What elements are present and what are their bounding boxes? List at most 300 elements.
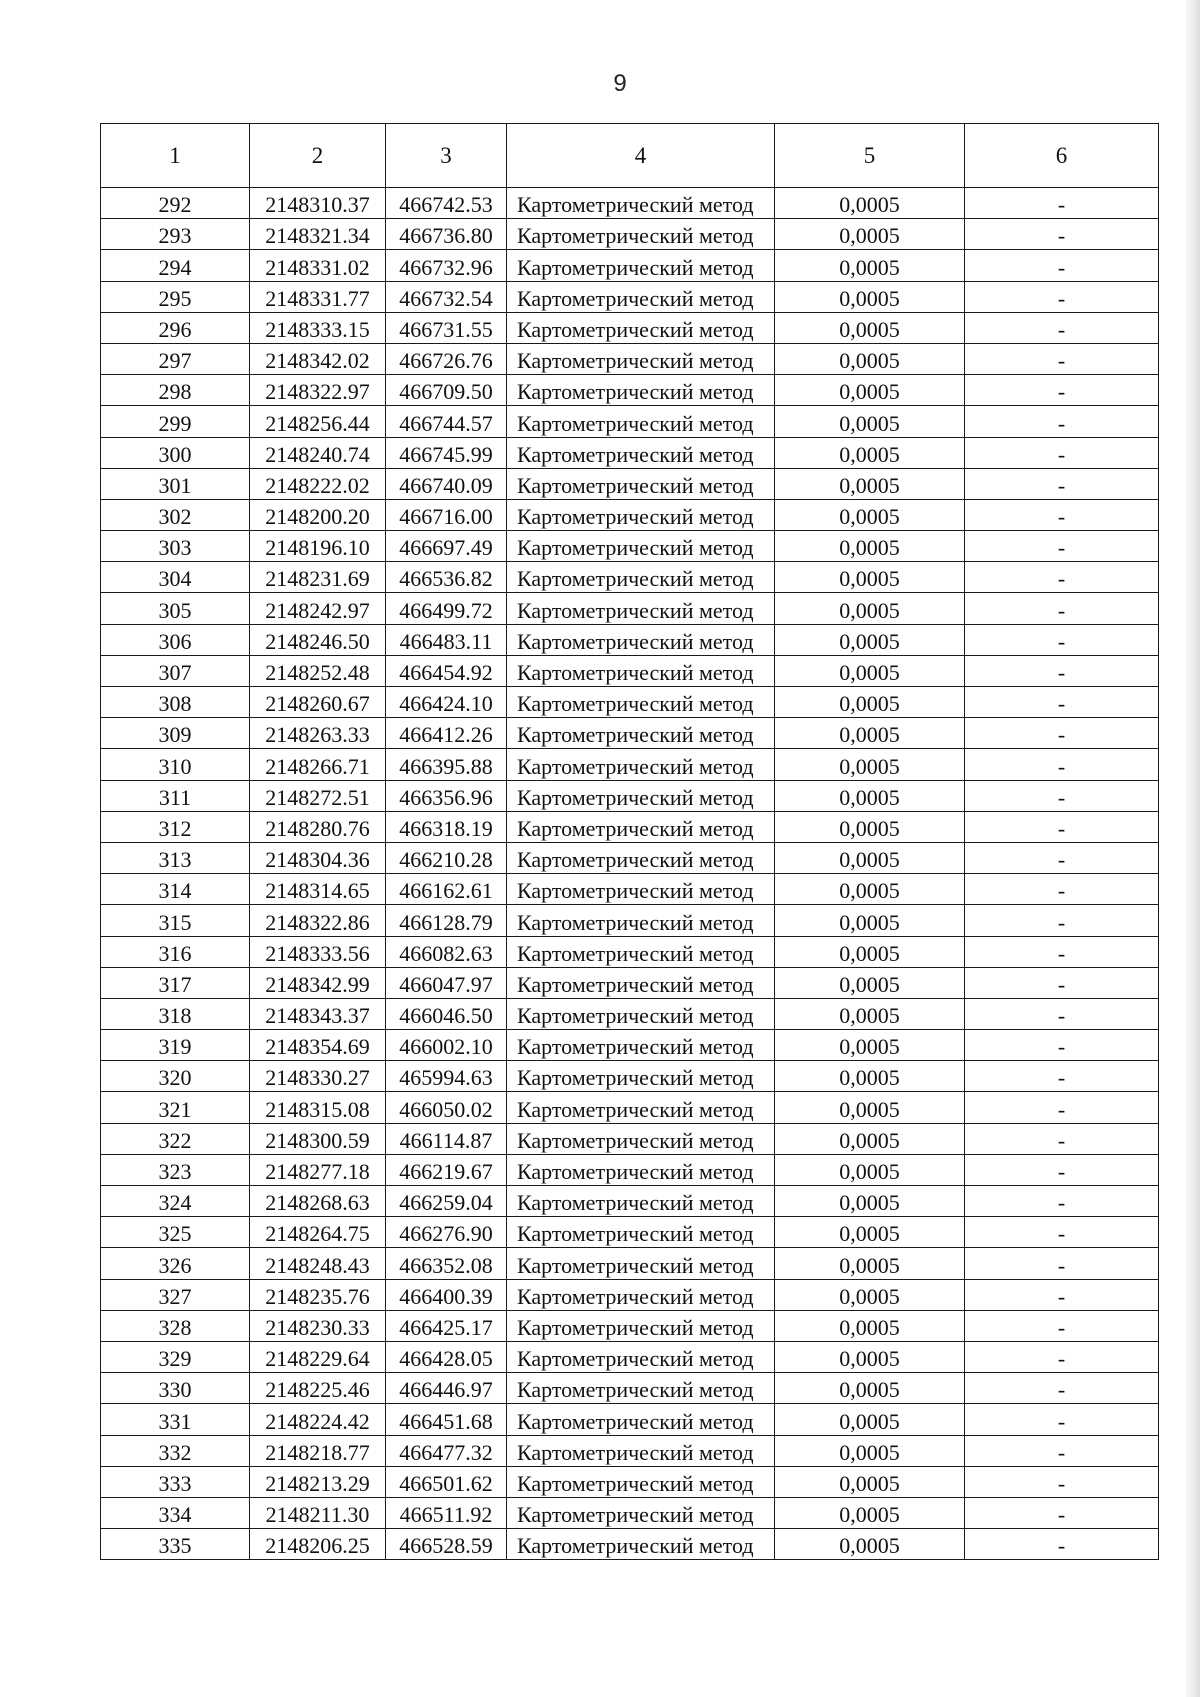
table-row bbox=[101, 1373, 1159, 1404]
x-coordinate-cell: 2148314.65 bbox=[250, 874, 386, 905]
point-number-cell: 300 bbox=[101, 437, 250, 468]
point-number-cell: 296 bbox=[101, 312, 250, 343]
page-number: 9 bbox=[613, 70, 627, 97]
note-cell: - bbox=[965, 406, 1159, 437]
method-cell: Картометрический метод bbox=[507, 1529, 775, 1560]
point-number-cell: 316 bbox=[101, 936, 250, 967]
point-number-cell: 324 bbox=[101, 1186, 250, 1217]
table-row bbox=[101, 1529, 1159, 1560]
table-row bbox=[101, 905, 1159, 936]
y-coordinate-cell: 466210.28 bbox=[386, 842, 507, 873]
table-row bbox=[101, 1123, 1159, 1154]
accuracy-cell: 0,0005 bbox=[775, 593, 965, 624]
note-cell: - bbox=[965, 655, 1159, 686]
note-cell: - bbox=[965, 1435, 1159, 1466]
note-cell: - bbox=[965, 1248, 1159, 1279]
note-cell: - bbox=[965, 967, 1159, 998]
accuracy-cell: 0,0005 bbox=[775, 780, 965, 811]
method-cell: Картометрический метод bbox=[507, 1061, 775, 1092]
table-row bbox=[101, 531, 1159, 562]
point-number-cell: 315 bbox=[101, 905, 250, 936]
method-cell: Картометрический метод bbox=[507, 1123, 775, 1154]
method-cell: Картометрический метод bbox=[507, 1435, 775, 1466]
y-coordinate-cell: 466716.00 bbox=[386, 499, 507, 530]
y-coordinate-cell: 466511.92 bbox=[386, 1497, 507, 1528]
header-cell-6: 6 bbox=[965, 124, 1159, 188]
point-number-cell: 329 bbox=[101, 1341, 250, 1372]
point-number-cell: 318 bbox=[101, 998, 250, 1029]
x-coordinate-cell: 2148331.02 bbox=[250, 250, 386, 281]
point-number-cell: 321 bbox=[101, 1092, 250, 1123]
note-cell: - bbox=[965, 219, 1159, 250]
x-coordinate-cell: 2148246.50 bbox=[250, 624, 386, 655]
method-cell: Картометрический метод bbox=[507, 967, 775, 998]
note-cell: - bbox=[965, 811, 1159, 842]
header-cell-3: 3 bbox=[386, 124, 507, 188]
accuracy-cell: 0,0005 bbox=[775, 437, 965, 468]
accuracy-cell: 0,0005 bbox=[775, 562, 965, 593]
table-row bbox=[101, 811, 1159, 842]
accuracy-cell: 0,0005 bbox=[775, 250, 965, 281]
table-row bbox=[101, 780, 1159, 811]
point-number-cell: 292 bbox=[101, 188, 250, 219]
x-coordinate-cell: 2148200.20 bbox=[250, 499, 386, 530]
method-cell: Картометрический метод bbox=[507, 1248, 775, 1279]
method-cell: Картометрический метод bbox=[507, 905, 775, 936]
point-number-cell: 325 bbox=[101, 1217, 250, 1248]
y-coordinate-cell: 466477.32 bbox=[386, 1435, 507, 1466]
y-coordinate-cell: 466162.61 bbox=[386, 874, 507, 905]
point-number-cell: 333 bbox=[101, 1466, 250, 1497]
accuracy-cell: 0,0005 bbox=[775, 1529, 965, 1560]
y-coordinate-cell: 466740.09 bbox=[386, 468, 507, 499]
y-coordinate-cell: 466745.99 bbox=[386, 437, 507, 468]
note-cell: - bbox=[965, 468, 1159, 499]
point-number-cell: 319 bbox=[101, 1030, 250, 1061]
y-coordinate-cell: 466742.53 bbox=[386, 188, 507, 219]
method-cell: Картометрический метод bbox=[507, 936, 775, 967]
x-coordinate-cell: 2148342.02 bbox=[250, 343, 386, 374]
y-coordinate-cell: 466276.90 bbox=[386, 1217, 507, 1248]
y-coordinate-cell: 466047.97 bbox=[386, 967, 507, 998]
x-coordinate-cell: 2148242.97 bbox=[250, 593, 386, 624]
accuracy-cell: 0,0005 bbox=[775, 1373, 965, 1404]
table-header bbox=[101, 124, 1159, 188]
header-cell-5: 5 bbox=[775, 124, 965, 188]
point-number-cell: 331 bbox=[101, 1404, 250, 1435]
note-cell: - bbox=[965, 375, 1159, 406]
accuracy-cell: 0,0005 bbox=[775, 1279, 965, 1310]
x-coordinate-cell: 2148268.63 bbox=[250, 1186, 386, 1217]
method-cell: Картометрический метод bbox=[507, 250, 775, 281]
x-coordinate-cell: 2148252.48 bbox=[250, 655, 386, 686]
table-row bbox=[101, 499, 1159, 530]
note-cell: - bbox=[965, 1030, 1159, 1061]
accuracy-cell: 0,0005 bbox=[775, 188, 965, 219]
note-cell: - bbox=[965, 1341, 1159, 1372]
accuracy-cell: 0,0005 bbox=[775, 1310, 965, 1341]
header-cell-2: 2 bbox=[250, 124, 386, 188]
y-coordinate-cell: 466352.08 bbox=[386, 1248, 507, 1279]
y-coordinate-cell: 466732.96 bbox=[386, 250, 507, 281]
y-coordinate-cell: 466400.39 bbox=[386, 1279, 507, 1310]
table-row bbox=[101, 281, 1159, 312]
table-row bbox=[101, 593, 1159, 624]
accuracy-cell: 0,0005 bbox=[775, 1123, 965, 1154]
method-cell: Картометрический метод bbox=[507, 531, 775, 562]
note-cell: - bbox=[965, 281, 1159, 312]
accuracy-cell: 0,0005 bbox=[775, 499, 965, 530]
point-number-cell: 306 bbox=[101, 624, 250, 655]
method-cell: Картометрический метод bbox=[507, 1310, 775, 1341]
y-coordinate-cell: 466428.05 bbox=[386, 1341, 507, 1372]
coordinates-table bbox=[100, 123, 1159, 1560]
note-cell: - bbox=[965, 624, 1159, 655]
point-number-cell: 307 bbox=[101, 655, 250, 686]
y-coordinate-cell: 466259.04 bbox=[386, 1186, 507, 1217]
accuracy-cell: 0,0005 bbox=[775, 1217, 965, 1248]
y-coordinate-cell: 466736.80 bbox=[386, 219, 507, 250]
x-coordinate-cell: 2148322.97 bbox=[250, 375, 386, 406]
table-row bbox=[101, 219, 1159, 250]
x-coordinate-cell: 2148206.25 bbox=[250, 1529, 386, 1560]
point-number-cell: 295 bbox=[101, 281, 250, 312]
table-row bbox=[101, 562, 1159, 593]
x-coordinate-cell: 2148354.69 bbox=[250, 1030, 386, 1061]
x-coordinate-cell: 2148310.37 bbox=[250, 188, 386, 219]
note-cell: - bbox=[965, 1217, 1159, 1248]
y-coordinate-cell: 466219.67 bbox=[386, 1154, 507, 1185]
point-number-cell: 293 bbox=[101, 219, 250, 250]
method-cell: Картометрический метод bbox=[507, 437, 775, 468]
x-coordinate-cell: 2148263.33 bbox=[250, 718, 386, 749]
accuracy-cell: 0,0005 bbox=[775, 749, 965, 780]
point-number-cell: 332 bbox=[101, 1435, 250, 1466]
table-row bbox=[101, 1186, 1159, 1217]
method-cell: Картометрический метод bbox=[507, 624, 775, 655]
accuracy-cell: 0,0005 bbox=[775, 281, 965, 312]
y-coordinate-cell: 466050.02 bbox=[386, 1092, 507, 1123]
accuracy-cell: 0,0005 bbox=[775, 1341, 965, 1372]
y-coordinate-cell: 466114.87 bbox=[386, 1123, 507, 1154]
table-row bbox=[101, 437, 1159, 468]
table-row bbox=[101, 1154, 1159, 1185]
point-number-cell: 327 bbox=[101, 1279, 250, 1310]
method-cell: Картометрический метод bbox=[507, 1373, 775, 1404]
x-coordinate-cell: 2148231.69 bbox=[250, 562, 386, 593]
point-number-cell: 309 bbox=[101, 718, 250, 749]
table-row bbox=[101, 1092, 1159, 1123]
point-number-cell: 314 bbox=[101, 874, 250, 905]
point-number-cell: 294 bbox=[101, 250, 250, 281]
table-row bbox=[101, 998, 1159, 1029]
table-row bbox=[101, 1404, 1159, 1435]
x-coordinate-cell: 2148264.75 bbox=[250, 1217, 386, 1248]
x-coordinate-cell: 2148277.18 bbox=[250, 1154, 386, 1185]
method-cell: Картометрический метод bbox=[507, 1279, 775, 1310]
table-row bbox=[101, 655, 1159, 686]
accuracy-cell: 0,0005 bbox=[775, 624, 965, 655]
note-cell: - bbox=[965, 1279, 1159, 1310]
point-number-cell: 298 bbox=[101, 375, 250, 406]
point-number-cell: 322 bbox=[101, 1123, 250, 1154]
y-coordinate-cell: 466501.62 bbox=[386, 1466, 507, 1497]
method-cell: Картометрический метод bbox=[507, 312, 775, 343]
note-cell: - bbox=[965, 718, 1159, 749]
x-coordinate-cell: 2148256.44 bbox=[250, 406, 386, 437]
table-row bbox=[101, 718, 1159, 749]
x-coordinate-cell: 2148235.76 bbox=[250, 1279, 386, 1310]
x-coordinate-cell: 2148342.99 bbox=[250, 967, 386, 998]
table-row bbox=[101, 1341, 1159, 1372]
x-coordinate-cell: 2148331.77 bbox=[250, 281, 386, 312]
point-number-cell: 303 bbox=[101, 531, 250, 562]
method-cell: Картометрический метод bbox=[507, 593, 775, 624]
table-row bbox=[101, 1217, 1159, 1248]
method-cell: Картометрический метод bbox=[507, 219, 775, 250]
y-coordinate-cell: 466528.59 bbox=[386, 1529, 507, 1560]
method-cell: Картометрический метод bbox=[507, 780, 775, 811]
x-coordinate-cell: 2148343.37 bbox=[250, 998, 386, 1029]
note-cell: - bbox=[965, 874, 1159, 905]
header-cell-4: 4 bbox=[507, 124, 775, 188]
note-cell: - bbox=[965, 437, 1159, 468]
y-coordinate-cell: 466744.57 bbox=[386, 406, 507, 437]
method-cell: Картометрический метод bbox=[507, 655, 775, 686]
method-cell: Картометрический метод bbox=[507, 343, 775, 374]
accuracy-cell: 0,0005 bbox=[775, 1030, 965, 1061]
point-number-cell: 308 bbox=[101, 687, 250, 718]
scan-edge bbox=[1186, 0, 1200, 1697]
table-row bbox=[101, 874, 1159, 905]
note-cell: - bbox=[965, 998, 1159, 1029]
point-number-cell: 305 bbox=[101, 593, 250, 624]
method-cell: Картометрический метод bbox=[507, 874, 775, 905]
x-coordinate-cell: 2148272.51 bbox=[250, 780, 386, 811]
point-number-cell: 320 bbox=[101, 1061, 250, 1092]
note-cell: - bbox=[965, 780, 1159, 811]
y-coordinate-cell: 466499.72 bbox=[386, 593, 507, 624]
x-coordinate-cell: 2148225.46 bbox=[250, 1373, 386, 1404]
point-number-cell: 334 bbox=[101, 1497, 250, 1528]
y-coordinate-cell: 466726.76 bbox=[386, 343, 507, 374]
accuracy-cell: 0,0005 bbox=[775, 468, 965, 499]
table-row bbox=[101, 1310, 1159, 1341]
point-number-cell: 328 bbox=[101, 1310, 250, 1341]
table-row bbox=[101, 749, 1159, 780]
accuracy-cell: 0,0005 bbox=[775, 312, 965, 343]
x-coordinate-cell: 2148266.71 bbox=[250, 749, 386, 780]
table-row bbox=[101, 312, 1159, 343]
x-coordinate-cell: 2148300.59 bbox=[250, 1123, 386, 1154]
method-cell: Картометрический метод bbox=[507, 499, 775, 530]
header-cell-1: 1 bbox=[101, 124, 250, 188]
table-row bbox=[101, 343, 1159, 374]
note-cell: - bbox=[965, 1186, 1159, 1217]
note-cell: - bbox=[965, 250, 1159, 281]
method-cell: Картометрический метод bbox=[507, 998, 775, 1029]
note-cell: - bbox=[965, 531, 1159, 562]
method-cell: Картометрический метод bbox=[507, 718, 775, 749]
y-coordinate-cell: 466732.54 bbox=[386, 281, 507, 312]
accuracy-cell: 0,0005 bbox=[775, 375, 965, 406]
note-cell: - bbox=[965, 936, 1159, 967]
method-cell: Картометрический метод bbox=[507, 1092, 775, 1123]
x-coordinate-cell: 2148315.08 bbox=[250, 1092, 386, 1123]
note-cell: - bbox=[965, 1404, 1159, 1435]
table-row bbox=[101, 375, 1159, 406]
y-coordinate-cell: 466709.50 bbox=[386, 375, 507, 406]
x-coordinate-cell: 2148213.29 bbox=[250, 1466, 386, 1497]
x-coordinate-cell: 2148229.64 bbox=[250, 1341, 386, 1372]
point-number-cell: 323 bbox=[101, 1154, 250, 1185]
note-cell: - bbox=[965, 1310, 1159, 1341]
method-cell: Картометрический метод bbox=[507, 375, 775, 406]
accuracy-cell: 0,0005 bbox=[775, 1404, 965, 1435]
point-number-cell: 301 bbox=[101, 468, 250, 499]
x-coordinate-cell: 2148196.10 bbox=[250, 531, 386, 562]
accuracy-cell: 0,0005 bbox=[775, 655, 965, 686]
table-body bbox=[101, 188, 1159, 1560]
method-cell: Картометрический метод bbox=[507, 1217, 775, 1248]
method-cell: Картометрический метод bbox=[507, 562, 775, 593]
table-row bbox=[101, 406, 1159, 437]
accuracy-cell: 0,0005 bbox=[775, 905, 965, 936]
accuracy-cell: 0,0005 bbox=[775, 811, 965, 842]
table-row bbox=[101, 468, 1159, 499]
accuracy-cell: 0,0005 bbox=[775, 343, 965, 374]
method-cell: Картометрический метод bbox=[507, 1497, 775, 1528]
method-cell: Картометрический метод bbox=[507, 281, 775, 312]
method-cell: Картометрический метод bbox=[507, 188, 775, 219]
note-cell: - bbox=[965, 1529, 1159, 1560]
y-coordinate-cell: 466483.11 bbox=[386, 624, 507, 655]
x-coordinate-cell: 2148322.86 bbox=[250, 905, 386, 936]
accuracy-cell: 0,0005 bbox=[775, 406, 965, 437]
accuracy-cell: 0,0005 bbox=[775, 967, 965, 998]
y-coordinate-cell: 465994.63 bbox=[386, 1061, 507, 1092]
y-coordinate-cell: 466395.88 bbox=[386, 749, 507, 780]
y-coordinate-cell: 466424.10 bbox=[386, 687, 507, 718]
accuracy-cell: 0,0005 bbox=[775, 687, 965, 718]
y-coordinate-cell: 466128.79 bbox=[386, 905, 507, 936]
x-coordinate-cell: 2148240.74 bbox=[250, 437, 386, 468]
y-coordinate-cell: 466412.26 bbox=[386, 718, 507, 749]
y-coordinate-cell: 466446.97 bbox=[386, 1373, 507, 1404]
accuracy-cell: 0,0005 bbox=[775, 998, 965, 1029]
y-coordinate-cell: 466002.10 bbox=[386, 1030, 507, 1061]
table-row bbox=[101, 1435, 1159, 1466]
table-row bbox=[101, 1466, 1159, 1497]
table-row bbox=[101, 687, 1159, 718]
accuracy-cell: 0,0005 bbox=[775, 718, 965, 749]
point-number-cell: 302 bbox=[101, 499, 250, 530]
accuracy-cell: 0,0005 bbox=[775, 1497, 965, 1528]
x-coordinate-cell: 2148280.76 bbox=[250, 811, 386, 842]
y-coordinate-cell: 466082.63 bbox=[386, 936, 507, 967]
y-coordinate-cell: 466356.96 bbox=[386, 780, 507, 811]
note-cell: - bbox=[965, 1061, 1159, 1092]
y-coordinate-cell: 466536.82 bbox=[386, 562, 507, 593]
point-number-cell: 310 bbox=[101, 749, 250, 780]
note-cell: - bbox=[965, 1466, 1159, 1497]
method-cell: Картометрический метод bbox=[507, 1030, 775, 1061]
table-row bbox=[101, 1279, 1159, 1310]
x-coordinate-cell: 2148304.36 bbox=[250, 842, 386, 873]
method-cell: Картометрический метод bbox=[507, 1466, 775, 1497]
accuracy-cell: 0,0005 bbox=[775, 1186, 965, 1217]
note-cell: - bbox=[965, 842, 1159, 873]
table-row bbox=[101, 1030, 1159, 1061]
note-cell: - bbox=[965, 749, 1159, 780]
x-coordinate-cell: 2148222.02 bbox=[250, 468, 386, 499]
point-number-cell: 304 bbox=[101, 562, 250, 593]
table-row bbox=[101, 1248, 1159, 1279]
note-cell: - bbox=[965, 562, 1159, 593]
y-coordinate-cell: 466454.92 bbox=[386, 655, 507, 686]
x-coordinate-cell: 2148248.43 bbox=[250, 1248, 386, 1279]
table-row bbox=[101, 1061, 1159, 1092]
y-coordinate-cell: 466425.17 bbox=[386, 1310, 507, 1341]
x-coordinate-cell: 2148330.27 bbox=[250, 1061, 386, 1092]
accuracy-cell: 0,0005 bbox=[775, 874, 965, 905]
x-coordinate-cell: 2148224.42 bbox=[250, 1404, 386, 1435]
method-cell: Картометрический метод bbox=[507, 842, 775, 873]
y-coordinate-cell: 466731.55 bbox=[386, 312, 507, 343]
table-row bbox=[101, 624, 1159, 655]
note-cell: - bbox=[965, 1092, 1159, 1123]
y-coordinate-cell: 466697.49 bbox=[386, 531, 507, 562]
note-cell: - bbox=[965, 1497, 1159, 1528]
table-row bbox=[101, 188, 1159, 219]
method-cell: Картометрический метод bbox=[507, 406, 775, 437]
note-cell: - bbox=[965, 593, 1159, 624]
note-cell: - bbox=[965, 687, 1159, 718]
note-cell: - bbox=[965, 343, 1159, 374]
method-cell: Картометрический метод bbox=[507, 1186, 775, 1217]
accuracy-cell: 0,0005 bbox=[775, 219, 965, 250]
note-cell: - bbox=[965, 312, 1159, 343]
note-cell: - bbox=[965, 1154, 1159, 1185]
note-cell: - bbox=[965, 905, 1159, 936]
x-coordinate-cell: 2148218.77 bbox=[250, 1435, 386, 1466]
table-row bbox=[101, 1497, 1159, 1528]
method-cell: Картометрический метод bbox=[507, 1154, 775, 1185]
point-number-cell: 312 bbox=[101, 811, 250, 842]
accuracy-cell: 0,0005 bbox=[775, 1248, 965, 1279]
header-row bbox=[101, 124, 1159, 188]
point-number-cell: 311 bbox=[101, 780, 250, 811]
point-number-cell: 330 bbox=[101, 1373, 250, 1404]
y-coordinate-cell: 466451.68 bbox=[386, 1404, 507, 1435]
note-cell: - bbox=[965, 1123, 1159, 1154]
method-cell: Картометрический метод bbox=[507, 1341, 775, 1372]
note-cell: - bbox=[965, 188, 1159, 219]
note-cell: - bbox=[965, 499, 1159, 530]
accuracy-cell: 0,0005 bbox=[775, 531, 965, 562]
method-cell: Картометрический метод bbox=[507, 1404, 775, 1435]
method-cell: Картометрический метод bbox=[507, 811, 775, 842]
point-number-cell: 326 bbox=[101, 1248, 250, 1279]
accuracy-cell: 0,0005 bbox=[775, 1061, 965, 1092]
x-coordinate-cell: 2148333.15 bbox=[250, 312, 386, 343]
table-row bbox=[101, 842, 1159, 873]
method-cell: Картометрический метод bbox=[507, 687, 775, 718]
accuracy-cell: 0,0005 bbox=[775, 1154, 965, 1185]
accuracy-cell: 0,0005 bbox=[775, 1092, 965, 1123]
y-coordinate-cell: 466318.19 bbox=[386, 811, 507, 842]
note-cell: - bbox=[965, 1373, 1159, 1404]
